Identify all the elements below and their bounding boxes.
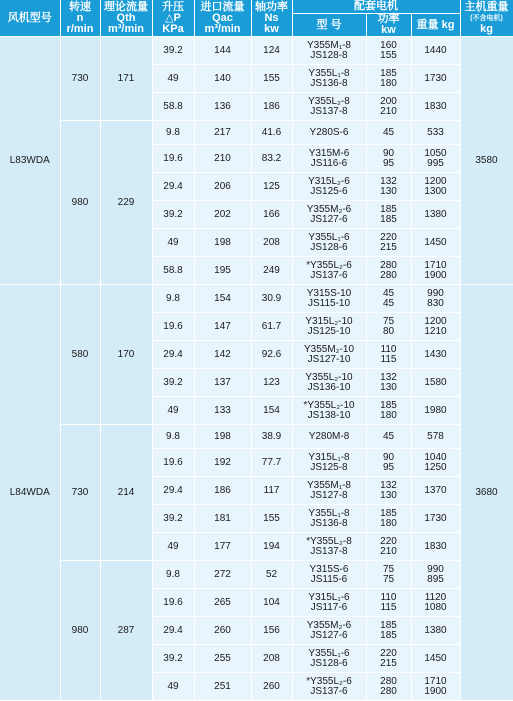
motor-type-cell — [292, 673, 366, 701]
motor-type-cell — [292, 201, 366, 229]
pressure-cell: 19.6 — [152, 145, 194, 173]
motor-power-cell — [366, 229, 411, 257]
motor-type-cell-line: Y315L₁-8 — [308, 451, 350, 463]
main-weight-cell: 3680 — [460, 285, 513, 701]
motor-weight-value: 1120 1080 — [424, 591, 447, 613]
pressure-cell: 29.4 — [152, 173, 194, 201]
motor-power-cell-line: 180 — [380, 517, 397, 529]
header-pressure: 升压 △P KPa — [152, 0, 194, 37]
motor-type-cell — [292, 285, 366, 313]
motor-weight-cell — [411, 37, 460, 65]
motor-power-cell-line: 115 — [380, 601, 397, 613]
shaft-power-cell: 154 — [251, 397, 292, 425]
motor-power-cell-line: 220 — [380, 647, 397, 659]
motor-power-cell-line: 90 — [382, 451, 395, 463]
pressure-cell: 49 — [152, 65, 194, 93]
motor-type-cell — [292, 37, 366, 65]
inlet-flow-cell: 198 — [194, 425, 251, 449]
motor-power-cell-line: 220 — [380, 535, 397, 547]
inlet-flow-cell: 210 — [194, 145, 251, 173]
motor-type-cell-line: Y280S-6 — [309, 126, 349, 138]
motor-power-cell-line: 132 — [380, 371, 397, 383]
shaft-power-cell: 38.9 — [251, 425, 292, 449]
motor-type-cell-line: Y280M-8 — [308, 430, 350, 442]
inlet-flow-cell: 192 — [194, 449, 251, 477]
motor-power-cell-line: 45 — [382, 287, 395, 299]
motor-power-cell-line: 132 — [380, 479, 397, 491]
shaft-power-cell: 41.6 — [251, 121, 292, 145]
motor-weight-value: 990 895 — [427, 563, 444, 585]
motor-type-cell-line: *Y355L₂-6 — [306, 259, 352, 271]
motor-type-cell-line: *Y355L₂-8 — [306, 535, 352, 547]
motor-weight-value: 1730 — [424, 72, 447, 84]
motor-power-cell — [366, 173, 411, 201]
motor-type-cell-line: Y355M₂-10 — [303, 343, 355, 355]
shaft-power-cell: 166 — [251, 201, 292, 229]
shaft-power-cell: 155 — [251, 505, 292, 533]
pressure-cell: 29.4 — [152, 617, 194, 645]
motor-weight-value: 578 — [427, 430, 444, 442]
motor-power-cell — [366, 645, 411, 673]
inlet-flow-cell: 260 — [194, 617, 251, 645]
speed-cell: 980 — [60, 561, 100, 701]
motor-weight-cell — [411, 121, 460, 145]
motor-type-cell-line: JS127-6 — [310, 629, 348, 641]
motor-weight-value: 1730 — [424, 512, 447, 524]
speed-cell: 730 — [60, 37, 100, 121]
motor-type-cell — [292, 477, 366, 505]
motor-type-cell — [292, 645, 366, 673]
pressure-cell: 39.2 — [152, 505, 194, 533]
motor-weight-cell — [411, 477, 460, 505]
motor-type-cell-line: JS136-8 — [310, 517, 348, 529]
motor-power-cell — [366, 505, 411, 533]
motor-power-cell-line: 115 — [380, 353, 397, 365]
motor-weight-value: 1200 1210 — [424, 315, 447, 337]
speed-cell: 730 — [60, 425, 100, 561]
motor-weight-value: 1380 — [424, 208, 447, 220]
header-motor-type: 型 号 — [292, 14, 366, 37]
motor-power-cell — [366, 65, 411, 93]
motor-power-cell — [366, 285, 411, 313]
motor-type-cell-line: JS115-6 — [310, 573, 348, 585]
motor-type-cell — [292, 313, 366, 341]
inlet-flow-cell: 142 — [194, 341, 251, 369]
motor-power-cell-line: 185 — [380, 213, 397, 225]
inlet-flow-cell: 154 — [194, 285, 251, 313]
motor-power-cell — [366, 257, 411, 285]
motor-power-cell-line: 280 — [380, 675, 397, 687]
motor-type-cell-line: JS128-6 — [310, 657, 348, 669]
motor-weight-cell — [411, 257, 460, 285]
motor-type-cell-line: JS127-8 — [310, 489, 348, 501]
motor-type-cell-line: JS117-6 — [310, 601, 348, 613]
pressure-cell: 58.8 — [152, 93, 194, 121]
motor-power-cell — [366, 477, 411, 505]
pressure-cell: 39.2 — [152, 37, 194, 65]
motor-weight-cell — [411, 229, 460, 257]
inlet-flow-cell: 251 — [194, 673, 251, 701]
motor-type-cell — [292, 505, 366, 533]
shaft-power-cell: 61.7 — [251, 313, 292, 341]
inlet-flow-cell: 255 — [194, 645, 251, 673]
inlet-flow-cell: 147 — [194, 313, 251, 341]
motor-type-cell-line: JS137-8 — [310, 105, 348, 117]
motor-type-cell-line: JS125-6 — [310, 185, 348, 197]
model-cell: L84WDA — [0, 285, 60, 701]
motor-weight-cell — [411, 93, 460, 121]
motor-weight-cell — [411, 617, 460, 645]
motor-weight-cell — [411, 673, 460, 701]
motor-type-cell-line: Y355M₂-6 — [306, 619, 352, 631]
motor-power-cell-line: 185 — [380, 399, 397, 411]
inlet-flow-cell: 186 — [194, 477, 251, 505]
inlet-flow-cell: 181 — [194, 505, 251, 533]
flow-cell: 229 — [100, 121, 152, 285]
header-motor-power: 功率 kw — [366, 14, 411, 37]
motor-weight-value: 1450 — [424, 236, 447, 248]
motor-type-cell — [292, 561, 366, 589]
motor-power-cell-line: 110 — [380, 343, 397, 355]
motor-power-cell-line: 185 — [380, 507, 397, 519]
header-motor-weight: 重量 kg — [411, 14, 460, 37]
motor-weight-cell — [411, 173, 460, 201]
motor-type-cell-line: JS128-8 — [310, 49, 348, 61]
pressure-cell: 49 — [152, 673, 194, 701]
model-cell: L83WDA — [0, 37, 60, 285]
inlet-flow-cell: 202 — [194, 201, 251, 229]
pressure-cell: 9.8 — [152, 285, 194, 313]
motor-weight-value: 1040 1250 — [424, 451, 447, 473]
header-theoretical-flow: 理论流量 Qth m³/min — [100, 0, 152, 37]
shaft-power-cell: 52 — [251, 561, 292, 589]
motor-power-cell-line: 130 — [380, 185, 397, 197]
motor-power-cell-line: 45 — [382, 430, 395, 442]
motor-type-cell-line: Y355M₁-8 — [307, 39, 351, 51]
motor-weight-value: 1200 1300 — [424, 175, 447, 197]
motor-weight-value: 990 830 — [427, 287, 444, 309]
speed-cell: 580 — [60, 285, 100, 425]
motor-type-cell-line: Y315L₂-6 — [308, 175, 350, 187]
motor-power-cell-line: 280 — [380, 685, 397, 697]
shaft-power-cell: 123 — [251, 369, 292, 397]
header-motor-group: 配套电机 — [292, 0, 460, 14]
flow-cell: 214 — [100, 425, 152, 561]
motor-power-cell — [366, 533, 411, 561]
shaft-power-cell: 156 — [251, 617, 292, 645]
motor-type-cell-line: Y315S-6 — [309, 563, 349, 575]
motor-power-cell — [366, 397, 411, 425]
motor-weight-cell — [411, 397, 460, 425]
pressure-cell: 49 — [152, 533, 194, 561]
shaft-power-cell: 77.7 — [251, 449, 292, 477]
motor-power-cell-line: 185 — [380, 67, 397, 79]
motor-power-cell-line: 110 — [380, 591, 397, 603]
shaft-power-cell: 124 — [251, 37, 292, 65]
header-shaft-power: 轴功率 Ns kw — [251, 0, 292, 37]
motor-power-cell-line: 80 — [382, 325, 395, 337]
motor-type-cell-line: JS136-8 — [310, 77, 348, 89]
motor-weight-cell — [411, 201, 460, 229]
motor-power-cell-line: 90 — [382, 147, 395, 159]
motor-type-cell — [292, 533, 366, 561]
shaft-power-cell: 30.9 — [251, 285, 292, 313]
motor-weight-value: 1580 — [424, 376, 447, 388]
shaft-power-cell: 249 — [251, 257, 292, 285]
motor-power-cell-line: 280 — [380, 269, 397, 281]
motor-type-cell-line: Y315L₁-6 — [308, 591, 350, 603]
motor-type-cell-line: Y355M₂-6 — [306, 203, 352, 215]
motor-type-cell-line: Y315M-6 — [308, 147, 350, 159]
motor-weight-value: 1830 — [424, 540, 447, 552]
motor-weight-cell — [411, 449, 460, 477]
motor-weight-cell — [411, 285, 460, 313]
pressure-cell: 49 — [152, 397, 194, 425]
pressure-cell: 9.8 — [152, 121, 194, 145]
motor-weight-value: 1370 — [424, 484, 447, 496]
pressure-cell: 29.4 — [152, 341, 194, 369]
motor-weight-cell — [411, 425, 460, 449]
pressure-cell: 58.8 — [152, 257, 194, 285]
motor-power-cell — [366, 589, 411, 617]
flow-cell: 287 — [100, 561, 152, 701]
shaft-power-cell: 194 — [251, 533, 292, 561]
motor-power-cell-line: 45 — [382, 297, 395, 309]
motor-weight-cell — [411, 645, 460, 673]
motor-weight-value: 1430 — [424, 348, 447, 360]
pressure-cell: 39.2 — [152, 369, 194, 397]
motor-weight-cell — [411, 505, 460, 533]
table-row — [0, 561, 513, 589]
motor-power-cell-line: 280 — [380, 259, 397, 271]
inlet-flow-cell: 206 — [194, 173, 251, 201]
motor-type-cell — [292, 173, 366, 201]
motor-power-cell-line: 75 — [382, 315, 395, 327]
motor-weight-cell — [411, 589, 460, 617]
motor-weight-value: 1830 — [424, 100, 447, 112]
shaft-power-cell: 186 — [251, 93, 292, 121]
motor-power-cell-line: 215 — [380, 241, 397, 253]
inlet-flow-cell: 195 — [194, 257, 251, 285]
motor-type-cell-line: JS138-10 — [307, 409, 351, 421]
pressure-cell: 19.6 — [152, 313, 194, 341]
motor-type-cell-line: Y355L₂-8 — [308, 95, 350, 107]
motor-type-cell — [292, 145, 366, 173]
motor-weight-value: 1450 — [424, 652, 447, 664]
motor-type-cell — [292, 397, 366, 425]
motor-power-cell-line: 220 — [380, 231, 397, 243]
motor-power-cell — [366, 121, 411, 145]
shaft-power-cell: 208 — [251, 645, 292, 673]
motor-type-cell — [292, 257, 366, 285]
motor-type-cell-line: JS136-10 — [307, 381, 351, 393]
motor-type-cell-line: Y355L₁-8 — [308, 507, 350, 519]
inlet-flow-cell: 272 — [194, 561, 251, 589]
motor-power-cell — [366, 313, 411, 341]
motor-power-cell — [366, 673, 411, 701]
motor-type-cell-line: Y355L₁-6 — [308, 231, 350, 243]
inlet-flow-cell: 217 — [194, 121, 251, 145]
motor-power-cell-line: 75 — [382, 573, 395, 585]
motor-weight-value: 1710 1900 — [424, 675, 447, 697]
header-inlet-flow: 进口流量 Qac m³/min — [194, 0, 251, 37]
motor-type-cell — [292, 449, 366, 477]
motor-weight-cell — [411, 145, 460, 173]
motor-type-cell-line: JS127-6 — [310, 213, 348, 225]
motor-type-cell-line: Y355L₁-8 — [308, 67, 350, 79]
motor-power-cell-line: 185 — [380, 629, 397, 641]
motor-weight-cell — [411, 561, 460, 589]
inlet-flow-cell: 136 — [194, 93, 251, 121]
shaft-power-cell: 92.6 — [251, 341, 292, 369]
motor-power-cell — [366, 425, 411, 449]
motor-weight-value: 1980 — [424, 404, 447, 416]
motor-power-cell-line: 130 — [380, 381, 397, 393]
motor-type-cell-line: *Y355L₂-10 — [303, 399, 355, 411]
motor-power-cell-line: 210 — [380, 545, 397, 557]
motor-type-cell-line: JS128-6 — [310, 241, 348, 253]
shaft-power-cell: 104 — [251, 589, 292, 617]
flow-cell: 171 — [100, 37, 152, 121]
motor-power-cell-line: 95 — [382, 157, 395, 169]
motor-type-cell-line: Y315L₂-10 — [305, 315, 353, 327]
motor-power-cell-line: 210 — [380, 105, 397, 117]
motor-weight-value: 1380 — [424, 624, 447, 636]
motor-type-cell — [292, 229, 366, 257]
header-model: 风机型号 — [0, 0, 60, 37]
motor-type-cell-line: JS125-8 — [310, 461, 348, 473]
pressure-cell: 39.2 — [152, 201, 194, 229]
motor-type-cell-line: Y315S-10 — [306, 287, 352, 299]
header-speed: 转速 n r/min — [60, 0, 100, 37]
motor-power-cell — [366, 617, 411, 645]
table-row — [0, 121, 513, 145]
motor-type-cell-line: JS116-6 — [310, 157, 348, 169]
motor-weight-value: 1710 1900 — [424, 259, 447, 281]
flow-cell: 170 — [100, 285, 152, 425]
motor-power-cell — [366, 37, 411, 65]
pressure-cell: 9.8 — [152, 561, 194, 589]
pressure-cell: 29.4 — [152, 477, 194, 505]
motor-power-cell-line: 215 — [380, 657, 397, 669]
motor-type-cell-line: Y355L₁-6 — [308, 647, 350, 659]
motor-power-cell-line: 132 — [380, 175, 397, 187]
motor-type-cell-line: JS125-10 — [307, 325, 351, 337]
motor-type-cell — [292, 425, 366, 449]
motor-weight-cell — [411, 65, 460, 93]
motor-weight-cell — [411, 369, 460, 397]
inlet-flow-cell: 133 — [194, 397, 251, 425]
inlet-flow-cell: 144 — [194, 37, 251, 65]
motor-weight-cell — [411, 313, 460, 341]
motor-power-cell — [366, 145, 411, 173]
motor-power-cell-line: 180 — [380, 77, 397, 89]
motor-type-cell — [292, 65, 366, 93]
motor-power-cell — [366, 93, 411, 121]
motor-power-cell-line: 45 — [382, 126, 395, 138]
motor-weight-value: 1050 995 — [424, 147, 447, 169]
inlet-flow-cell: 265 — [194, 589, 251, 617]
motor-power-cell-line: 185 — [380, 203, 397, 215]
motor-weight-value: 533 — [427, 126, 444, 138]
table-header — [0, 0, 513, 37]
motor-type-cell-line: Y355M₁-8 — [307, 479, 351, 491]
table-row — [0, 285, 513, 313]
pressure-cell: 19.6 — [152, 589, 194, 617]
motor-power-cell — [366, 341, 411, 369]
motor-power-cell — [366, 561, 411, 589]
shaft-power-cell: 117 — [251, 477, 292, 505]
motor-weight-value: 1440 — [424, 44, 447, 56]
motor-type-cell-line: Y355L₂-10 — [305, 371, 353, 383]
motor-type-cell — [292, 341, 366, 369]
speed-cell: 980 — [60, 121, 100, 285]
motor-power-cell-line: 75 — [382, 563, 395, 575]
motor-type-cell — [292, 93, 366, 121]
inlet-flow-cell: 198 — [194, 229, 251, 257]
pressure-cell: 9.8 — [152, 425, 194, 449]
motor-type-cell-line: *Y355L₂-6 — [306, 675, 352, 687]
motor-power-cell-line: 200 — [380, 95, 397, 107]
pressure-cell: 39.2 — [152, 645, 194, 673]
motor-type-cell-line: JS137-6 — [310, 685, 348, 697]
motor-weight-cell — [411, 533, 460, 561]
shaft-power-cell: 125 — [251, 173, 292, 201]
motor-type-cell — [292, 369, 366, 397]
motor-power-cell-line: 185 — [380, 619, 397, 631]
motor-power-cell — [366, 201, 411, 229]
motor-type-cell-line: JS137-8 — [310, 545, 348, 557]
table-row — [0, 425, 513, 449]
motor-type-cell-line: JS115-10 — [307, 297, 351, 309]
inlet-flow-cell: 137 — [194, 369, 251, 397]
motor-weight-cell — [411, 341, 460, 369]
motor-power-cell-line: 160 — [380, 39, 397, 51]
motor-type-cell — [292, 617, 366, 645]
inlet-flow-cell: 140 — [194, 65, 251, 93]
main-weight-cell: 3580 — [460, 37, 513, 285]
shaft-power-cell: 260 — [251, 673, 292, 701]
table-row — [0, 37, 513, 65]
motor-power-cell-line: 130 — [380, 489, 397, 501]
table-body — [0, 37, 513, 701]
motor-type-cell-line: JS137-6 — [310, 269, 348, 281]
shaft-power-cell: 155 — [251, 65, 292, 93]
motor-type-cell — [292, 121, 366, 145]
pressure-cell: 49 — [152, 229, 194, 257]
inlet-flow-cell: 177 — [194, 533, 251, 561]
motor-power-cell — [366, 449, 411, 477]
motor-power-cell — [366, 369, 411, 397]
motor-type-cell-line: JS127-10 — [307, 353, 351, 365]
pressure-cell: 19.6 — [152, 449, 194, 477]
motor-power-cell-line: 155 — [380, 49, 397, 61]
motor-power-cell-line: 95 — [382, 461, 395, 473]
motor-power-cell-line: 180 — [380, 409, 397, 421]
shaft-power-cell: 83.2 — [251, 145, 292, 173]
shaft-power-cell: 208 — [251, 229, 292, 257]
motor-type-cell — [292, 589, 366, 617]
header-main-weight: 主机重量 (不含电机) kg — [460, 0, 513, 37]
